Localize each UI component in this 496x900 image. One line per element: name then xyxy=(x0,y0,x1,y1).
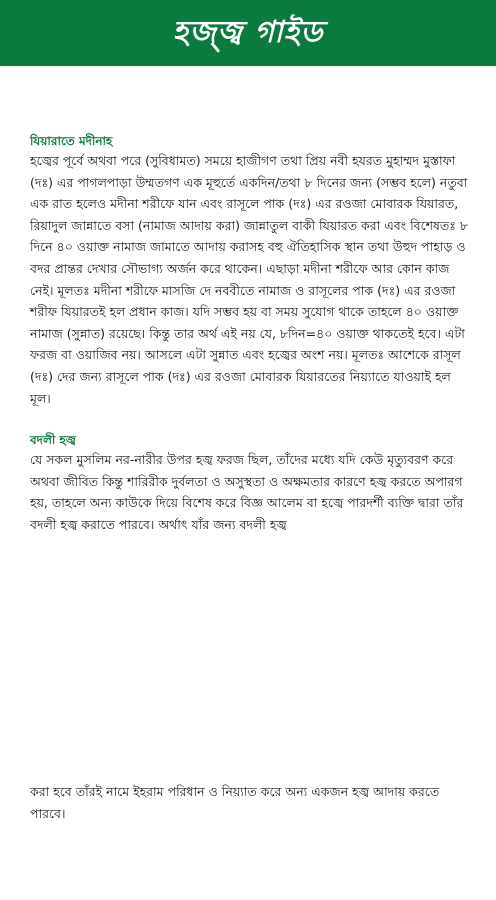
app-title: হজ্জ্ব গাইড xyxy=(172,14,324,50)
section-body: হজ্বের পূর্বে অথবা পরে (সুবিধামত) সময়ে হাজীগণ তথা প্রিয় নবী হযরত মুহাম্মদ মুস্তাফা (দঃ) এর পাগলপাড়া উম্মতগণ এক মূহুর্তে একদিন/তথা ৮ দিনের জন্য (সম্ভব হলে) নতুবা এক রাত হলেও মদীনা শরীফে যান এবং রাসূলে পাক (দঃ) এর রওজা মোবারক যিয়ারত, রিয়াদুল জান্নাতে বসা (নামাজ আদায় করা) জান্নাতুল বাকী যিয়ারত করা এবং বিশেষতঃ ৮ দিনে ৪০ ওয়াক্ত নামাজ জামাতে আদায় করাসহ বহু ঐতিহাসিক স্থান তথা উহুদ পাহাড় ও বদর প্রান্তর দেখার সৌভাগ্য অর্জন করে থাকেন। এছাড়া মদীনা শরীফে আর কোন কাজ নেই। মূলতঃ মদীনা শরীফে মাসজি দে নববীতে নামাজ ও রাসূলের পাক (দঃ) এর রওজা শরীফ যিয়ারতই হল প্রধান কাজ। যদি সম্ভব হয় বা সময় সুযোগ থাকে তাহলে ৪০ ওয়াক্ত নামাজ (সুন্নাত) রয়েছে। কিন্তু তার অর্থ এই নয় যে, ৮দিন=৪০ ওয়াক্ত থাকতেই হবে। এটা ফরজ বা ওয়াজিব নয়। আসলে এটা সুন্নাত এবং হজ্বের অংশ নয়। মূলতঃ আশেকে রাসূল (দঃ) দের জন্য রাসূলে পাক (দঃ) এর রওজা মোবারক যিয়ারতের নিয়্যাতে যাওয়াই হল মূল। xyxy=(30,153,469,406)
section-ziyarat-madinah xyxy=(30,132,470,409)
section-heading: বদলী হজ্ব xyxy=(30,433,76,448)
app-header xyxy=(0,0,496,66)
section-heading: যিয়ারাতে মদীনাহ xyxy=(30,134,113,148)
content-area[interactable] xyxy=(30,132,470,536)
continuation-body: করা হবে তাঁরই নামে ইহরাম পরিধান ও নিয়্যাত করে অন্য একজন হজ্ব আদায় করতে পারবে। xyxy=(30,784,440,821)
continuation-text-block xyxy=(30,781,470,824)
section-badli-hajj xyxy=(30,431,470,535)
section-spacer xyxy=(30,409,470,431)
section-body: যে সকল মুসলিম নর-নারীর উপর হজ্ব ফরজ ছিল, তাঁদের মধ্যে যদি কেউ মৃত্যুবরণ করে অথবা জীবিত কিন্তু শারিরীক দুর্বলতা ও অসুস্থতা ও অক্ষমতার কারণে হজ্ব করতে অপারগ হয়, তাহলে অন্য কাউকে দিয়ে বিশেষ করে বিজ্ঞ আলেম বা হজ্বে পারদর্শী ব্যক্তি দ্বারা তাঁর বদলী হজ্ব করাতে পারবে। অর্থাৎ যাঁর জন্য বদলী হজ্ব xyxy=(30,452,464,532)
